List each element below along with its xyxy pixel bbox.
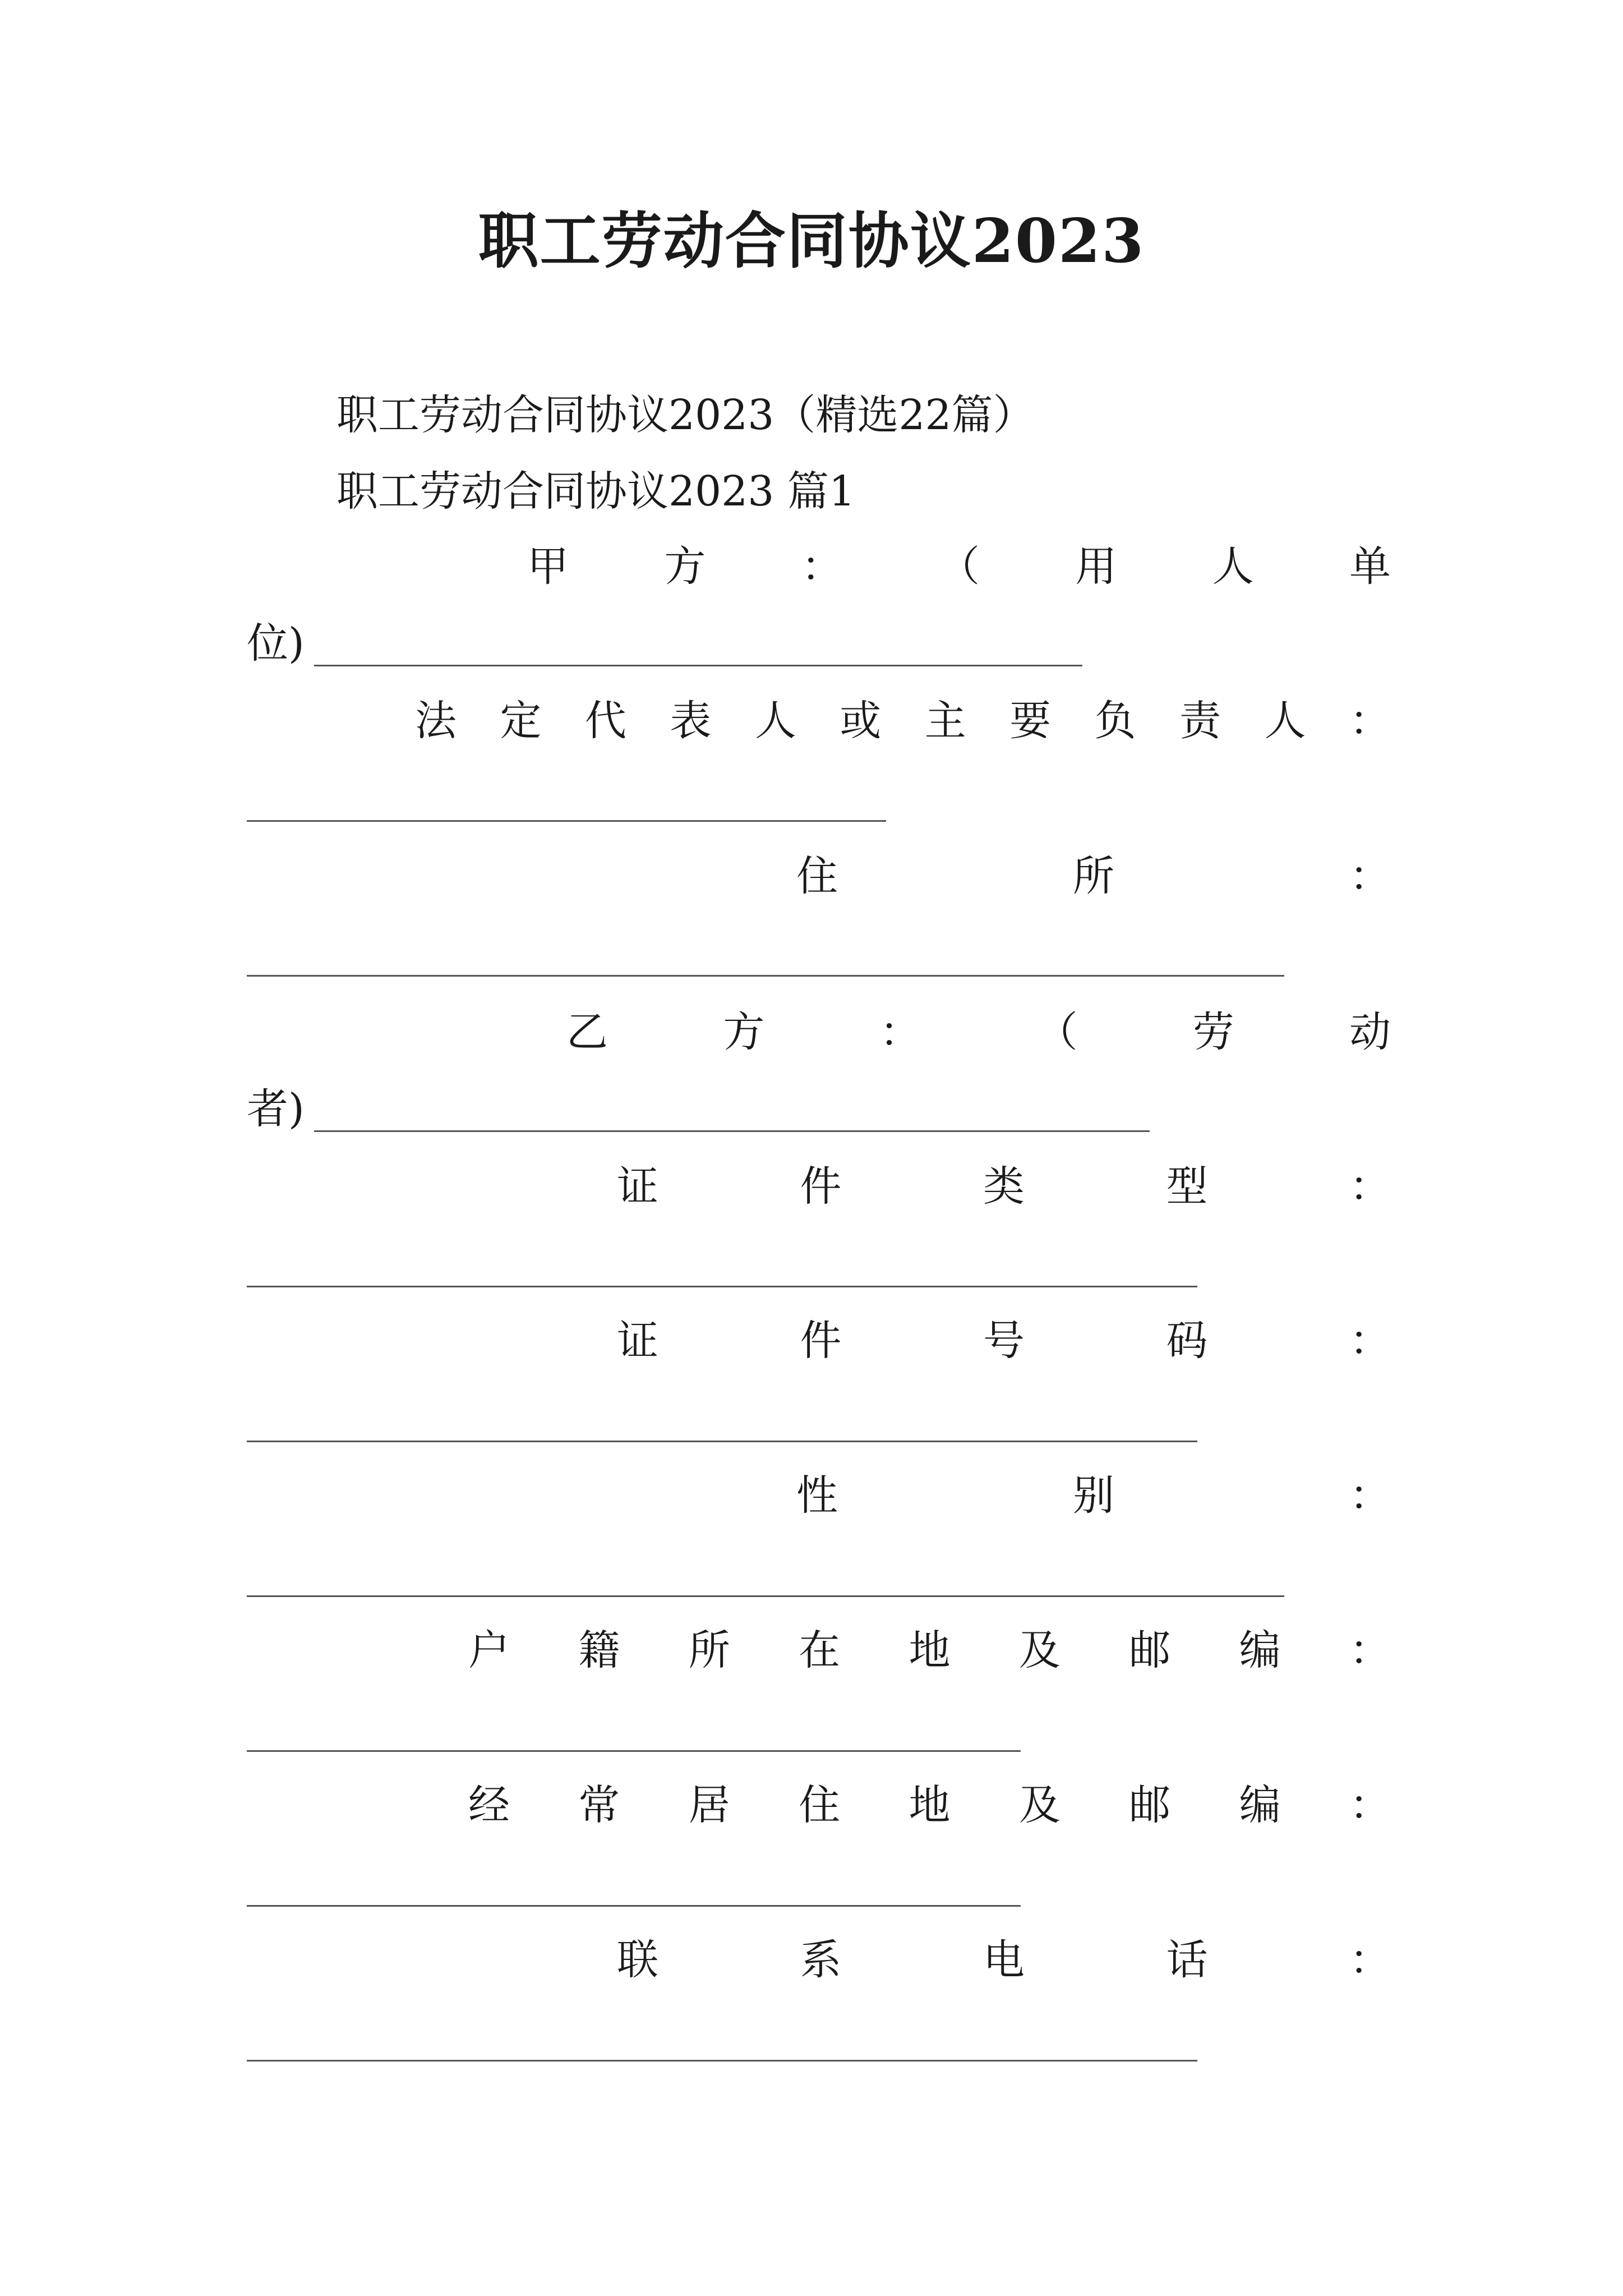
party-b-label-continuation: 者)	[247, 1085, 305, 1133]
party-a-label-continuation: 位)	[247, 619, 305, 668]
gender-fill-line[interactable]	[247, 1595, 1284, 1597]
residence-label: 经 常 居 住 地 及 邮 编 ：	[468, 1781, 1391, 1829]
party-b-fill-line[interactable]	[314, 1130, 1150, 1132]
residence-fill-line[interactable]	[247, 1905, 1021, 1907]
id-number-fill-line[interactable]	[247, 1441, 1197, 1442]
party-a-label: 甲 方 ： （ 用 人 单	[527, 542, 1391, 591]
address-fill-line[interactable]	[247, 975, 1284, 977]
legal-representative-label: 法 定 代 表 人 或 主 要 负 责 人 ：	[415, 697, 1391, 745]
legal-representative-fill-line[interactable]	[247, 820, 886, 822]
phone-label: 联 系 电 话 ：	[617, 1936, 1391, 1984]
household-registration-fill-line[interactable]	[247, 1750, 1021, 1752]
phone-fill-line[interactable]	[247, 2060, 1197, 2062]
document-subtitle: 职工劳动合同协议2023（精选22篇）	[336, 391, 1035, 439]
section-heading: 职工劳动合同协议2023 篇1	[336, 467, 855, 516]
party-b-label: 乙 方 ： （ 劳 动	[566, 1008, 1391, 1056]
address-label: 住 所 ：	[796, 852, 1391, 900]
id-type-fill-line[interactable]	[247, 1286, 1197, 1287]
id-number-label: 证 件 号 码 ：	[617, 1317, 1391, 1365]
document-title: 职工劳动合同协议2023	[478, 206, 1145, 277]
gender-label: 性 别 ：	[796, 1471, 1391, 1520]
party-a-fill-line[interactable]	[314, 665, 1082, 666]
id-type-label: 证 件 类 型 ：	[617, 1162, 1391, 1211]
household-registration-label: 户 籍 所 在 地 及 邮 编 ：	[468, 1626, 1391, 1674]
